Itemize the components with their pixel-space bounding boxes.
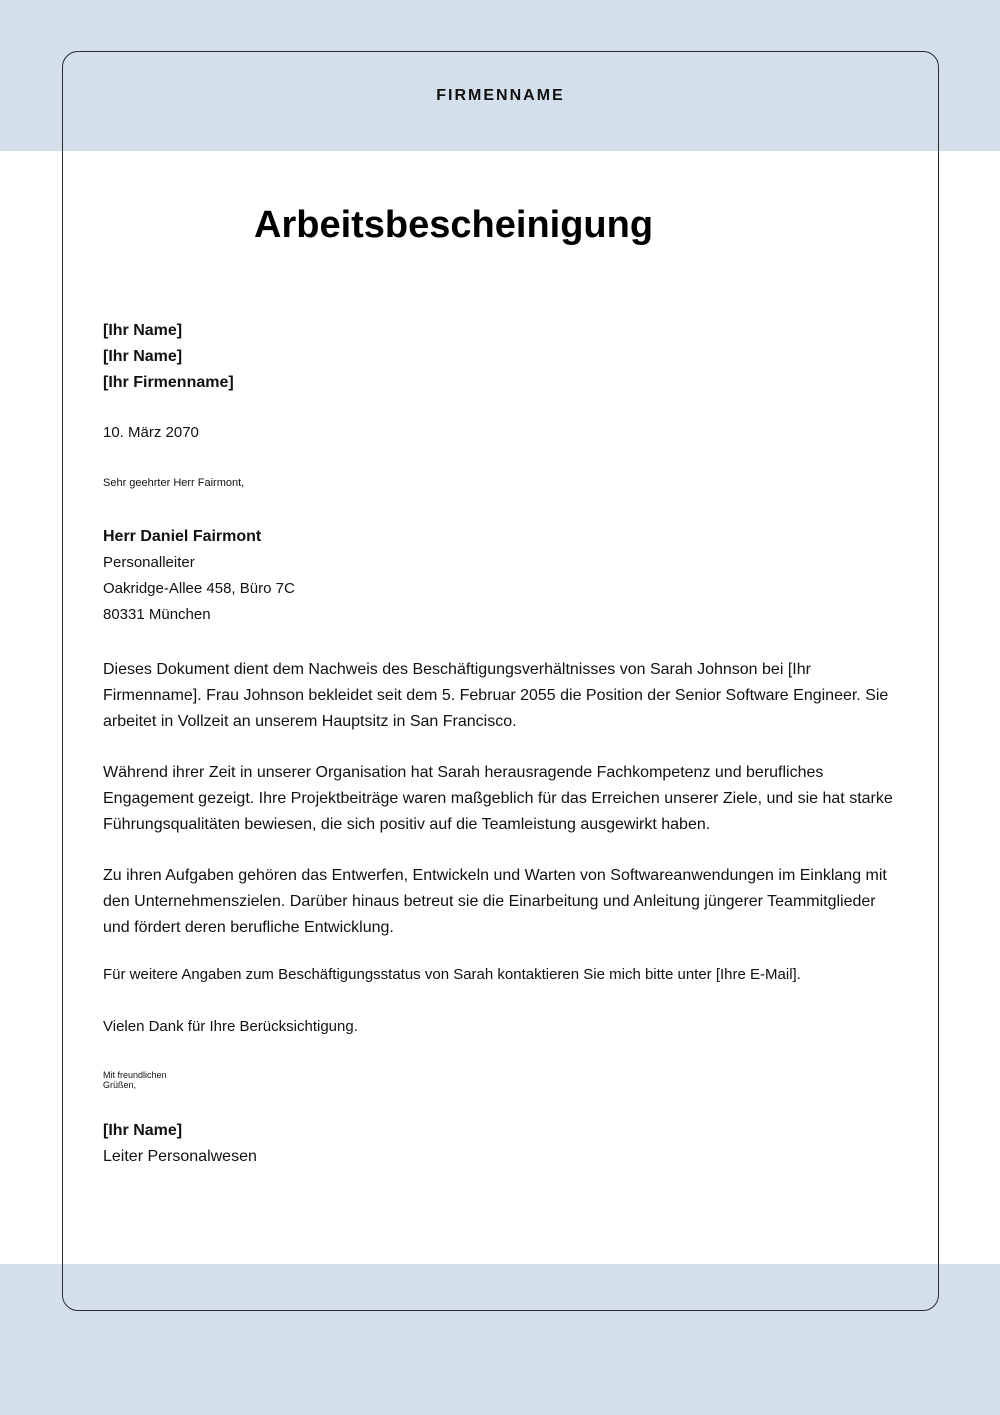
sender-name-secondary: [Ihr Name] xyxy=(103,348,183,365)
signature-block xyxy=(103,1118,257,1170)
closing-block xyxy=(103,1070,167,1090)
letter-date: 10. März 2070 xyxy=(103,424,199,441)
body-paragraph-1: Dieses Dokument dient dem Nachweis des Beschäftigungsverhältnisses von Sarah Johnson bei [Ihr Firmenname]. Frau Johnson bekleidet seit dem 5. Februar 2055 die Position der Senior Software Engineer. Sie arbeitet in Vollzeit an unserem Hauptsitz in San Francisco. xyxy=(103,661,889,730)
body-paragraph-2: Während ihrer Zeit in unserer Organisation hat Sarah herausragende Fachkompetenz und berufliches Engagement gezeigt. Ihre Projektbeiträge waren maßgeblich für das Erreichen unserer Ziele, und sie hat starke Führungsqualitäten bewiesen, die sich positiv auf die Teamleistung ausgewirkt haben. xyxy=(103,764,893,833)
recipient-street: Oakridge-Allee 458, Büro 7C xyxy=(103,580,295,597)
recipient-block xyxy=(103,524,295,628)
company-name: FIRMENNAME xyxy=(436,87,565,104)
closing-line-1: Mit freundlichen xyxy=(103,1070,167,1080)
recipient-role: Personalleiter xyxy=(103,554,195,571)
contact-line: Für weitere Angaben zum Beschäftigungsstatus von Sarah kontaktieren Sie mich bitte unter [Ihre E-Mail]. xyxy=(103,966,801,983)
recipient-name: Herr Daniel Fairmont xyxy=(103,528,262,545)
sender-block xyxy=(103,318,234,396)
closing-line-2: Grüßen, xyxy=(103,1080,137,1090)
salutation: Sehr geehrter Herr Fairmont, xyxy=(103,477,245,489)
thanks-line: Vielen Dank für Ihre Berücksichtigung. xyxy=(103,1018,358,1035)
sender-name: [Ihr Name] xyxy=(103,322,183,339)
body-paragraph-3: Zu ihren Aufgaben gehören das Entwerfen, Entwickeln und Warten von Softwareanwendungen im Einklang mit den Unternehmenszielen. Darüber hinaus betreut sie die Einarbeitung und Anleitung jüngerer Teammitglieder und fördert deren berufliche Entwicklung. xyxy=(103,867,887,936)
sender-company: [Ihr Firmenname] xyxy=(103,374,234,391)
document-title: Arbeitsbescheinigung xyxy=(254,204,654,246)
signature-role: Leiter Personalwesen xyxy=(103,1148,257,1165)
signature-name: [Ihr Name] xyxy=(103,1122,183,1139)
recipient-city: 80331 München xyxy=(103,606,211,623)
